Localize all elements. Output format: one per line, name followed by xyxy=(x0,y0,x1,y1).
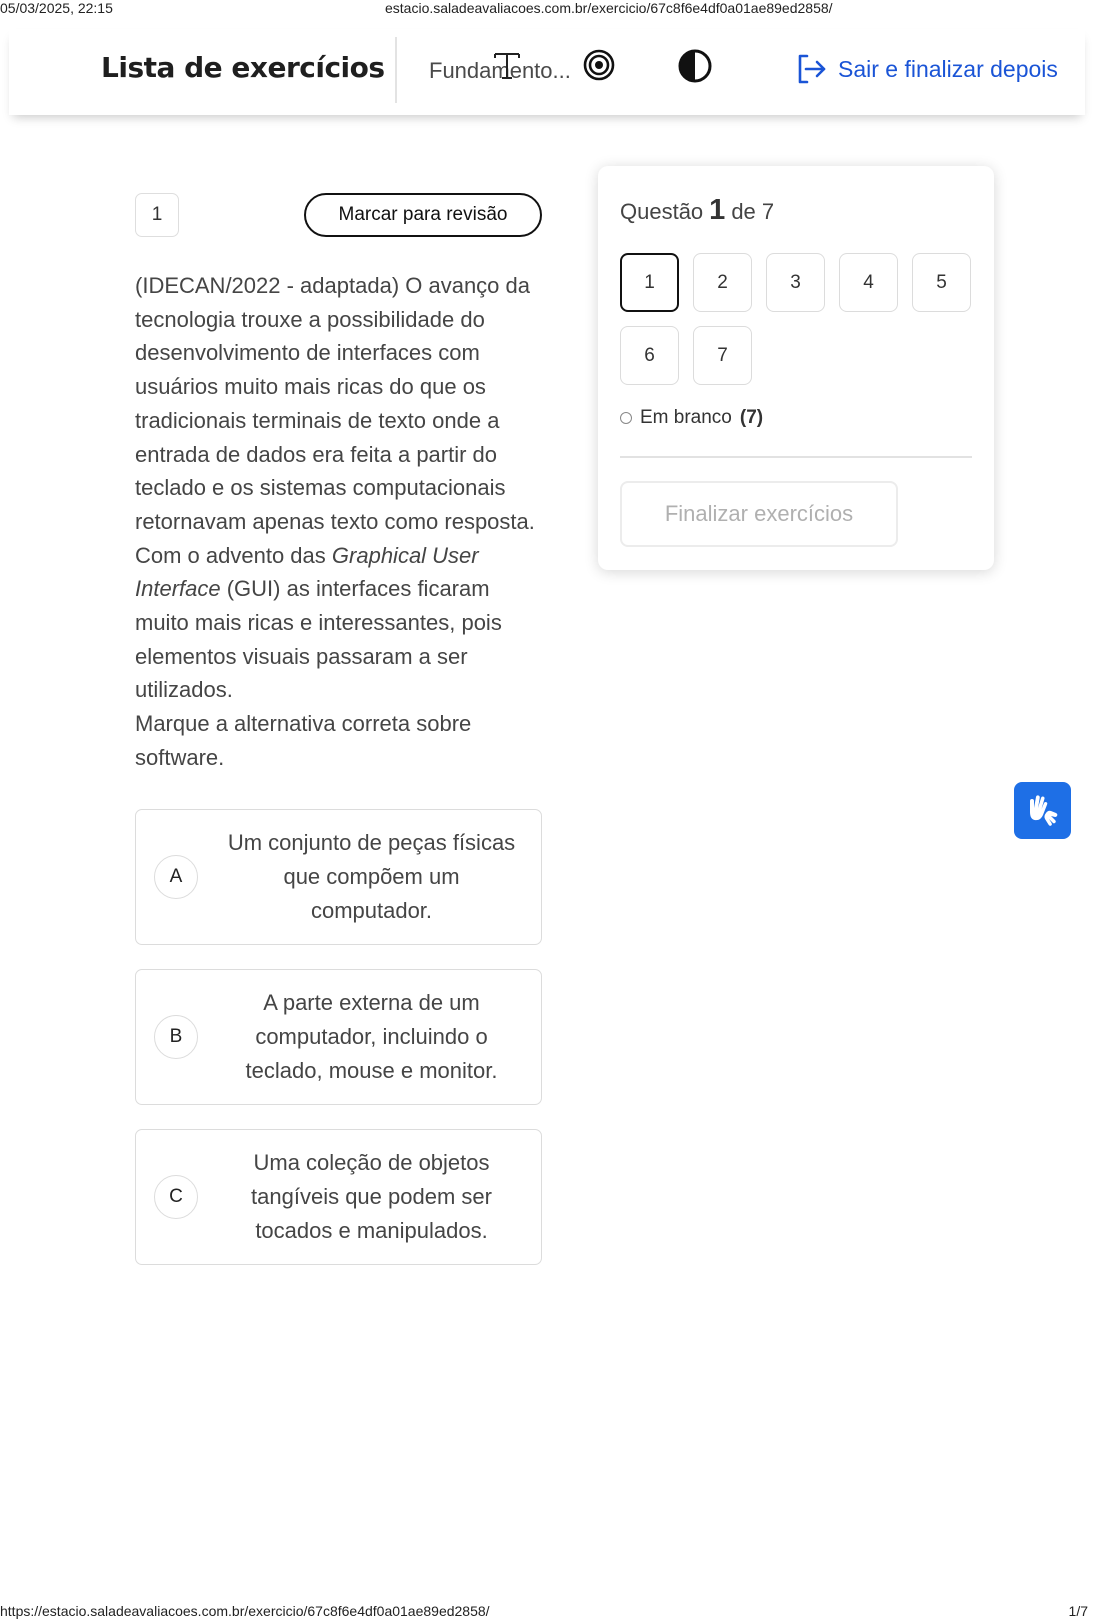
question-nav-button-6[interactable]: 6 xyxy=(620,326,679,385)
print-datetime: 05/03/2025, 22:15 xyxy=(0,0,113,16)
question-counter xyxy=(620,194,774,227)
course-name[interactable]: Fundamento... xyxy=(429,58,571,83)
answer-option-c[interactable] xyxy=(135,1129,542,1265)
counter-current: 1 xyxy=(709,194,726,226)
legend-label: Em branco xyxy=(640,407,732,428)
question-text-part1: (IDECAN/2022 - adaptada) O avanço da tecnologia trouxe a possibilidade do desenvolvimento de interfaces com usuários muito mais ricas do que os tradicionais terminais de texto onde a entrada de dados era feita a partir do teclado e os sistemas computacionais retornavam apenas texto como resposta. Com o advento das xyxy=(135,273,535,568)
option-text: Um conjunto de peças físicas que compõem um computador. xyxy=(227,830,516,923)
option-text: Uma coleção de objetos tangíveis que podem ser tocados e manipulados. xyxy=(251,1150,492,1243)
question-nav-button-3[interactable]: 3 xyxy=(766,253,825,312)
logout-icon xyxy=(794,52,828,86)
finish-exercises-button[interactable]: Finalizar exercícios xyxy=(620,481,898,547)
sign-language-hands-icon xyxy=(1024,792,1062,830)
option-letter: A xyxy=(154,855,198,899)
option-letter: C xyxy=(154,1175,198,1219)
question-nav-button-4[interactable]: 4 xyxy=(839,253,898,312)
question-nav-button-5[interactable]: 5 xyxy=(912,253,971,312)
answer-option-b[interactable] xyxy=(135,969,542,1105)
question-text-part2: (GUI) as interfaces ficaram muito mais ricas e interessantes, pois elementos visuais passaram a ser utilizados. xyxy=(135,576,502,703)
option-letter: B xyxy=(154,1015,198,1059)
page-title: Lista de exercícios xyxy=(101,51,385,84)
counter-suffix: de 7 xyxy=(731,199,775,224)
question-navigation-panel xyxy=(598,166,994,570)
blank-legend xyxy=(620,407,763,429)
top-bar xyxy=(9,29,1085,115)
vlibras-accessibility-button[interactable] xyxy=(1014,782,1071,839)
target-icon[interactable] xyxy=(583,49,615,81)
question-nav-button-7[interactable]: 7 xyxy=(693,326,752,385)
question-nav-button-1[interactable]: 1 xyxy=(620,253,679,312)
exit-finish-later-button[interactable] xyxy=(794,51,1058,87)
counter-prefix: Questão xyxy=(620,199,704,224)
question-text-emphasis: Graphical User Interface xyxy=(135,542,479,602)
question-number-badge: 1 xyxy=(135,193,179,237)
blank-status-icon xyxy=(620,412,632,424)
panel-divider xyxy=(620,456,972,458)
text-size-icon[interactable] xyxy=(489,47,525,83)
legend-count: (7) xyxy=(739,407,764,428)
print-page-number: 1/7 xyxy=(1068,1603,1088,1619)
question-nav-button-2[interactable]: 2 xyxy=(693,253,752,312)
header-divider xyxy=(395,37,397,103)
contrast-icon[interactable] xyxy=(678,49,712,83)
question-text xyxy=(135,269,540,775)
question-prompt: Marque a alternativa correta sobre software. xyxy=(135,711,472,770)
option-text: A parte externa de um computador, incluindo o teclado, mouse e monitor. xyxy=(245,990,498,1083)
print-url-footer: https://estacio.saladeavaliacoes.com.br/exercicio/67c8f6e4df0a01ae89ed2858/ xyxy=(0,1603,490,1619)
mark-for-review-button[interactable]: Marcar para revisão xyxy=(304,193,542,237)
answer-option-a[interactable] xyxy=(135,809,542,945)
print-url-header: estacio.saladeavaliacoes.com.br/exercicio/67c8f6e4df0a01ae89ed2858/ xyxy=(385,0,833,16)
print-footer xyxy=(0,1603,1094,1621)
print-header xyxy=(0,0,1094,18)
exit-label: Sair e finalizar depois xyxy=(838,55,1058,82)
